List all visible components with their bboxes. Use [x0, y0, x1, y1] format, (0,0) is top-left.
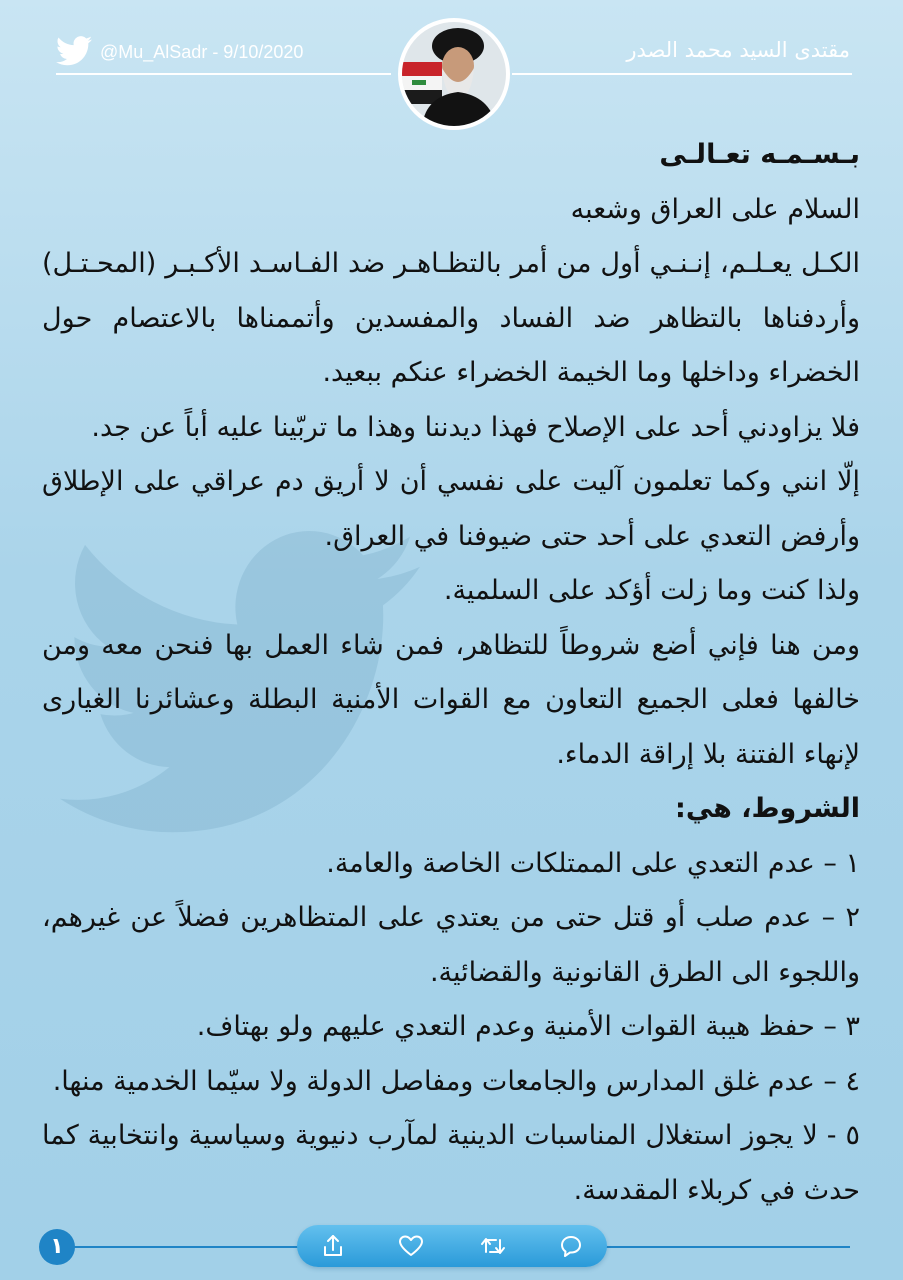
basmala-heading: بـسـمـه تعـالـى — [659, 139, 860, 170]
retweet-icon[interactable] — [479, 1232, 507, 1260]
conditions-heading: الشروط، هي: — [675, 793, 860, 824]
paragraph: الكـل يعـلـم، إنـنـي أول من أمر بالتظـاهـر ضد الفـاسـد الأكـبـر (المحـتـل) وأردفناها بالتظاهر ضد الفساد والمفسدين وأتممناها بالاعتصام حول الخضراء وداخلها وما الخيمة الخضراء عنكم ببعيد. — [42, 248, 860, 388]
tweet-action-bar — [297, 1225, 607, 1267]
share-icon[interactable] — [319, 1232, 347, 1260]
header-divider-left — [56, 73, 391, 75]
page-number-badge: ١ — [39, 1229, 75, 1265]
condition-item: ٤ – عدم غلق المدارس والجامعات ومفاصل الدولة ولا سيّما الخدمية منها. — [52, 1065, 860, 1097]
condition-item: ٣ – حفظ هيبة القوات الأمنية وعدم التعدي عليهم ولو بهتاف. — [196, 1011, 860, 1042]
condition-item: ١ – عدم التعدي على الممتلكات الخاصة والعامة. — [326, 847, 860, 879]
account-name[interactable]: مقتدى السيد محمد الصدر — [626, 38, 850, 62]
paragraph: ولذا كنت وما زلت أؤكد على السلمية. — [443, 575, 860, 606]
avatar[interactable] — [398, 18, 510, 130]
statement-body — [42, 128, 860, 1218]
reply-icon[interactable] — [557, 1232, 585, 1260]
paragraph: ومن هنا فإني أضع شروطاً للتظاهر، فمن شاء العمل بها فنحن معه ومن خالفها فعلى الجميع التعاون مع القوات الأمنية البطلة وعشائرنا الغيارى لإنهاء الفتنة بلا إراقة الدماء. — [42, 629, 860, 770]
tweet-header — [0, 0, 903, 140]
twitter-bird-icon — [56, 36, 92, 66]
paragraph: إلّا انني وكما تعلمون آليت على نفسي أن لا أريق دم عراقي على الإطلاق وأرفض التعدي على أحد حتى ضيوفنا في العراق. — [42, 466, 860, 552]
condition-item: ٥ - لا يجوز استغلال المناسبات الدينية لمآرب دنيوية وسياسية وانتخابية كما حدث في كربلاء المقدسة. — [42, 1120, 860, 1206]
account-handle-date[interactable]: @Mu_AlSadr - 9/10/2020 — [100, 42, 304, 62]
condition-item: ٢ – عدم صلب أو قتل حتى من يعتدي على المتظاهرين فضلاً عن غيرهم، واللجوء الى الطرق القانونية والقضائية. — [42, 902, 860, 988]
header-divider-right — [512, 73, 852, 75]
greeting-line: السلام على العراق وشعبه — [570, 193, 860, 225]
like-icon[interactable] — [397, 1232, 425, 1260]
paragraph: فلا يزاودني أحد على الإصلاح فهذا ديدننا وهذا ما تربّينا عليه أباً عن جد. — [91, 411, 860, 443]
